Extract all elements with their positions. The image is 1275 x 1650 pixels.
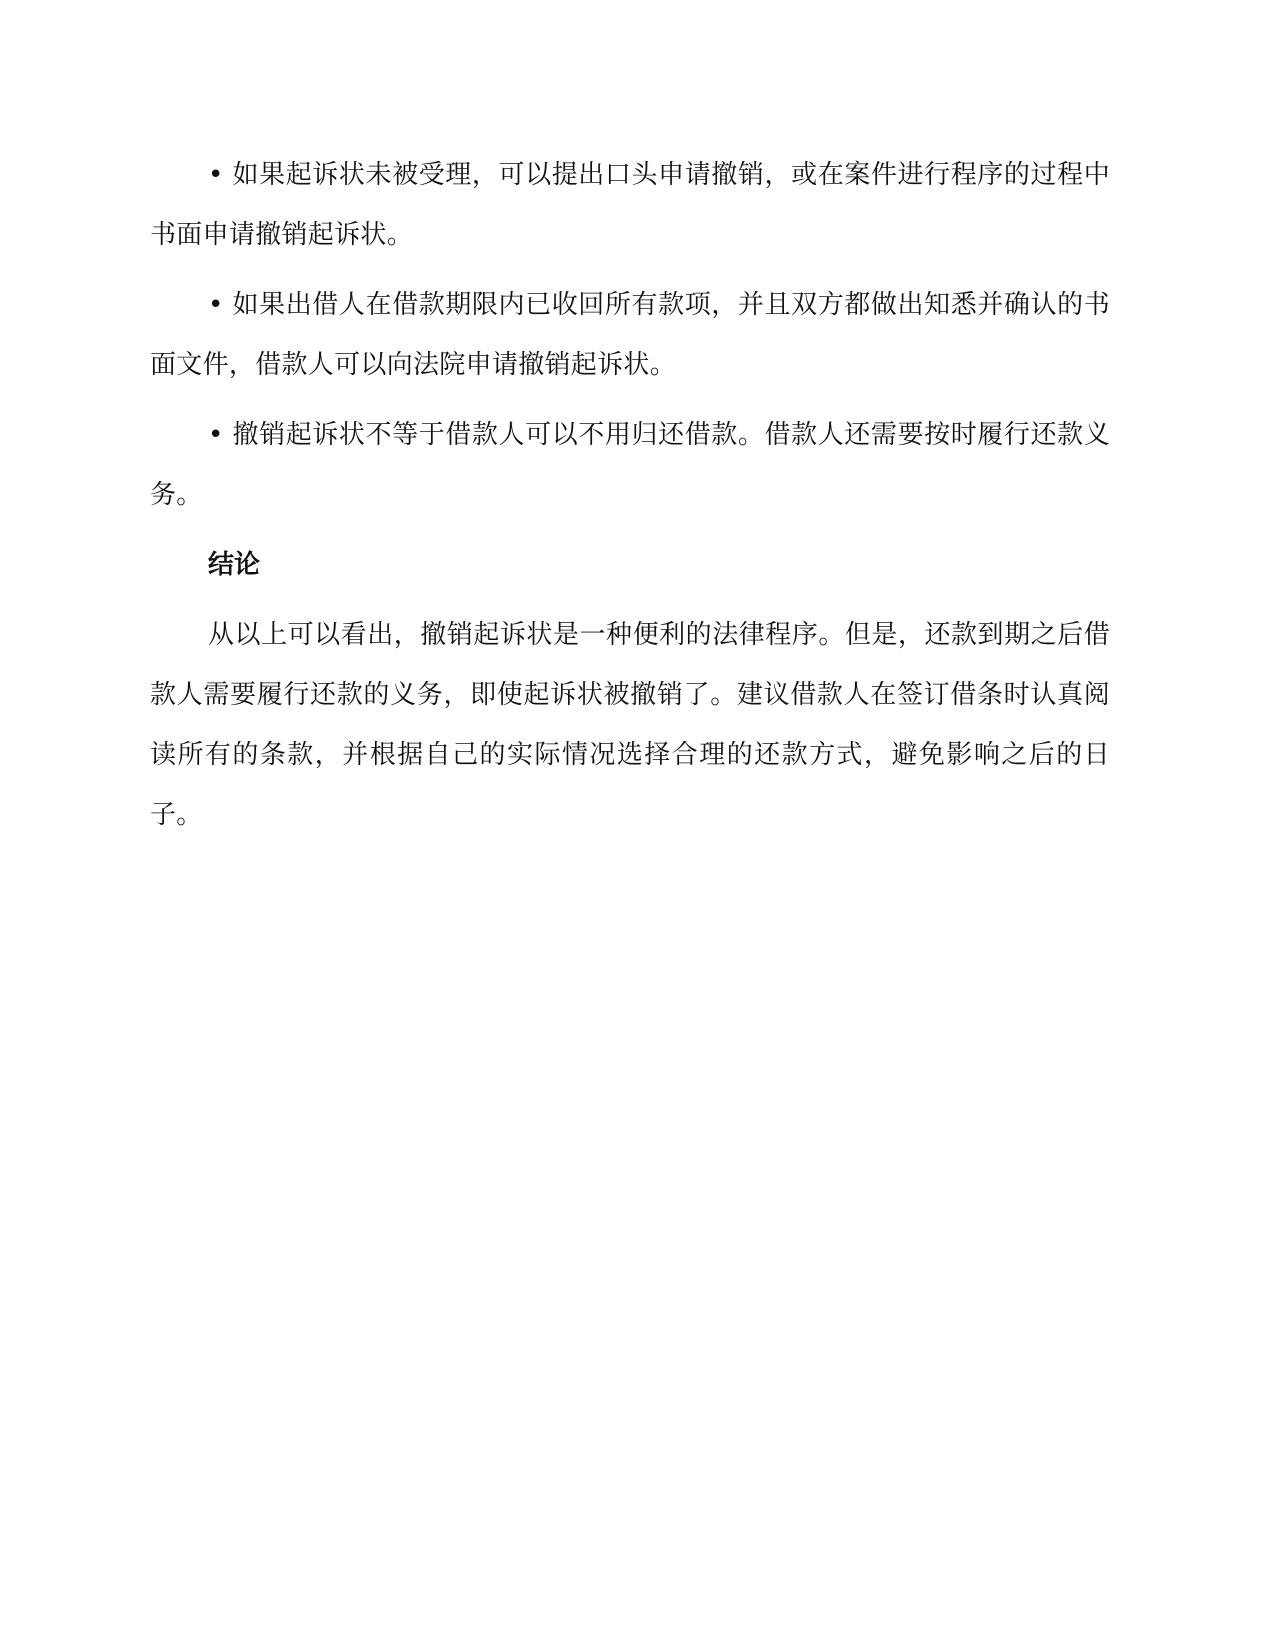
bullet-paragraph-3: • 撤销起诉状不等于借款人可以不用归还借款。借款人还需要按时履行还款义务。 (150, 420, 1110, 510)
conclusion-paragraph: 从以上可以看出，撤销起诉状是一种便利的法律程序。但是，还款到期之后借款人需要履行还款的义务，即使起诉状被撤销了。建议借款人在签订借条时认真阅读所有的条款，并根据自己的实际情况选择合理的还款方式，避免影响之后的日子。 (150, 620, 1110, 830)
bullet-paragraph-1: • 如果起诉状未被受理，可以提出口头申请撤销，或在案件进行程序的过程中书面申请撤销起诉状。 (150, 160, 1110, 250)
document-body (150, 145, 1110, 855)
conclusion-heading: 结论 (208, 550, 261, 580)
bullet-paragraph-2: • 如果出借人在借款期限内已收回所有款项，并且双方都做出知悉并确认的书面文件，借款人可以向法院申请撤销起诉状。 (150, 290, 1110, 380)
